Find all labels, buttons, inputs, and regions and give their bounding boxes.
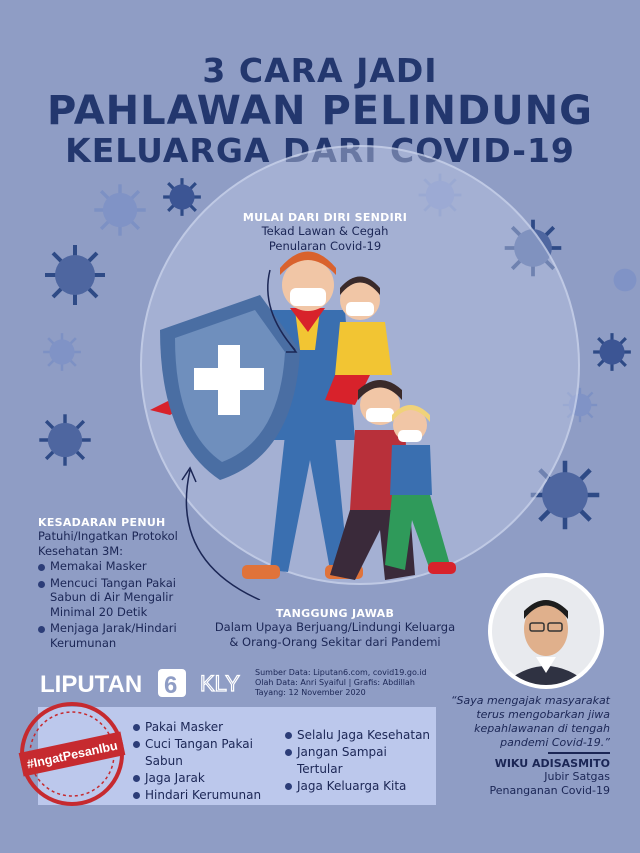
stamp-text: #IngatPesanIbu [25,738,119,772]
virus-icon [590,330,634,374]
speaker-role-2: Penanganan Covid-19 [489,784,610,797]
message-list-2 [285,727,435,795]
kly-wordmark: KLY [200,671,240,696]
callout-self [225,211,425,254]
callout-responsibility-line-2: & Orang-Orang Sekitar dari Pandemi [229,635,441,649]
list-item: Menjaga Jarak/Hindari Kerumunan [38,621,188,650]
protocol-list [38,559,188,650]
list-item: Selalu Jaga Kesehatan [285,727,435,744]
virus-icon [90,180,150,240]
speaker-info [440,757,610,798]
kly-logo [198,667,248,699]
title-line-3: KELUARGA DARI COVID-19 [65,131,575,170]
list-item: Jaga Keluarga Kita [285,778,435,795]
list-item: Memakai Masker [38,559,188,574]
speaker-role-1: Jubir Satgas [544,770,610,783]
virus-icon [605,250,640,310]
callout-awareness-line-2: Kesehatan 3M: [38,544,124,558]
callout-awareness [38,516,188,652]
virus-icon [35,410,95,470]
avatar [488,573,604,689]
speaker-name: WIKU ADISASMITO [494,757,610,770]
list-item: Cuci Tangan Pakai Sabun [133,736,283,770]
speaker-quote: “Saya mengajak masyarakat terus mengobarkan jiwa kepahlawanan di tengah pandemi Covid-19.” [450,694,610,749]
title-line-1: 3 CARA JADI [202,51,438,90]
list-item: Mencuci Tangan Pakai Sabun di Air Mengalir Minimal 20 Detik [38,576,188,620]
source-line-3: Tayang: 12 November 2020 [255,688,366,697]
list-item: Jaga Jarak [133,770,283,787]
list-item: Pakai Masker [133,719,283,736]
virus-icon [40,240,110,310]
source-credits [255,668,455,698]
message-list-1 [133,719,283,804]
virus-icon [160,175,204,219]
quote-divider [548,752,610,754]
callout-awareness-line-1: Patuhi/Ingatkan Protokol [38,529,178,543]
callout-responsibility-line-1: Dalam Upaya Berjuang/Lindungi Keluarga [214,620,456,634]
list-item: Hindari Kerumunan [133,787,283,804]
callout-responsibility-heading: TANGGUNG JAWAB [275,607,395,620]
title-line-2: PAHLAWAN PELINDUNG [47,88,593,134]
liputan6-logo [40,667,190,699]
virus-icon [40,330,84,374]
speaker-portrait-icon [492,577,600,685]
callout-self-line-2: Penularan Covid-19 [268,239,382,253]
stamp-icon [18,700,126,808]
liputan-wordmark: LIPUTAN [40,671,143,698]
callout-awareness-heading: KESADARAN PENUH [38,516,166,529]
source-line-2: Olah Data: Anri Syaiful | Grafis: Abdillah [255,678,415,687]
list-item: Jangan Sampai Tertular [285,744,435,778]
liputan-number: 6 [164,672,178,699]
callout-self-heading: MULAI DARI DIRI SENDIRI [242,211,408,224]
callout-self-line-1: Tekad Lawan & Cegah [261,224,389,238]
source-line-1: Sumber Data: Liputan6.com, covid19.go.id [255,668,427,677]
callout-responsibility [195,607,475,650]
